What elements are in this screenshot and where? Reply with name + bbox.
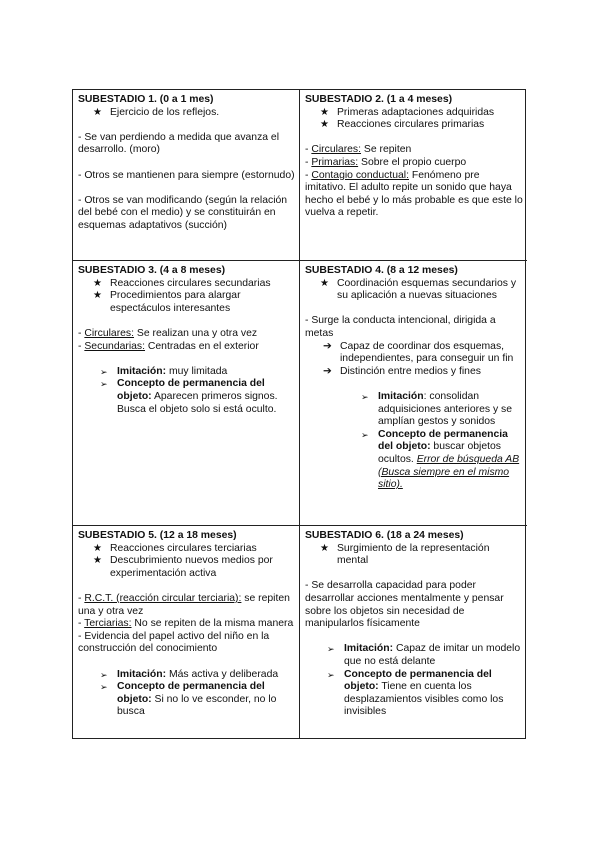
cell-title: SUBESTADIO 4. (8 a 12 meses) (305, 265, 458, 276)
imitation-item: ➢ Imitación: consolidan adquisiciones anteriores y se amplían gestos y sonidos (361, 390, 512, 428)
arrow-item: ➔ Distinción entre medios y fines (323, 365, 481, 377)
cell-title: SUBESTADIO 3. (4 a 8 meses) (78, 265, 226, 276)
bullet-item: ★ Reacciones circulares primarias (320, 119, 485, 131)
imitation-item: ➢ Imitación: Capaz de imitar un modelo que no está delante (327, 643, 521, 667)
cell-substage-5 (73, 526, 300, 738)
bullet-item: ★ Surgimiento de la representación mental (320, 542, 490, 567)
cell-substage-6 (300, 526, 527, 738)
definition: - Primarias: Sobre el propio cuerpo (305, 156, 467, 168)
cell-substage-1 (73, 90, 300, 261)
star-icon: ★ (93, 555, 102, 567)
paragraph: - Otros se van modificando (según la relación del bebé con el medio) y se constituirán en esquemas adaptativos (succión) (78, 194, 288, 231)
arrowhead-icon: ➢ (361, 391, 369, 402)
star-icon: ★ (93, 106, 102, 118)
cell-title: SUBESTADIO 5. (12 a 18 meses) (78, 530, 237, 541)
star-icon: ★ (93, 542, 102, 554)
arrowhead-icon: ➢ (327, 644, 335, 655)
imitation-item: ➢ Imitación: Más activa y deliberada (100, 668, 279, 680)
cell-substage-2 (300, 90, 527, 261)
bullet-item: ★ Coordinación esquemas secundarios y su aplicación a nuevas situaciones (320, 277, 517, 302)
bullet-item: ★ Reacciones circulares secundarias (93, 277, 271, 289)
right-arrow-icon: ➔ (323, 365, 332, 377)
definition: - Circulares: Se repiten (305, 144, 412, 156)
star-icon: ★ (93, 290, 102, 302)
definition: - Circulares: Se realizan una y otra vez (78, 327, 258, 339)
object-permanence-item: ➢ Concepto de permanencia del objeto: Si no lo ve esconder, no lo busca (100, 681, 277, 718)
object-permanence-item: ➢ Concepto de permanencia del objeto: buscar objetos ocultos. Error de búsqueda AB (Busca siempre en el mismo sitio). (361, 428, 520, 491)
paragraph: - Se van perdiendo a medida que avanza el desarrollo. (moro) (78, 131, 280, 156)
arrowhead-icon: ➢ (100, 669, 108, 680)
paragraph: - Otros se mantienen para siempre (estornudo) (78, 169, 295, 181)
arrow-item: ➔ Capaz de coordinar dos esquemas, independientes, para conseguir un fin (323, 340, 514, 365)
star-icon: ★ (320, 277, 329, 289)
bullet-item: ★ Primeras adaptaciones adquiridas (320, 106, 495, 118)
object-permanence-item: ➢ Concepto de permanencia del objeto: Tiene en cuenta los desplazamientos visibles como los invisibles (327, 668, 504, 718)
definition: - Terciarias: No se repiten de la misma manera (78, 618, 294, 630)
bullet-item: ★ Reacciones circulares terciarias (93, 542, 257, 554)
object-permanence-item: ➢ Concepto de permanencia del objeto: Aparecen primeros signos. Busca el objeto solo si está oculto. (100, 378, 278, 415)
paragraph: - Se desarrolla capacidad para poder desarrollar acciones mentalmente y pensar sobre los objetos sin necesidad de manipularlos físicamente (305, 580, 504, 630)
bullet-item: ★ Ejercicio de los reflejos. (93, 106, 220, 118)
definition: - R.C.T. (reacción circular terciaria): se repiten una y otra vez (78, 592, 290, 617)
cell-title: SUBESTADIO 6. (18 a 24 meses) (305, 530, 464, 541)
definition: - Contagio conductual: Fenómeno pre imitativo. El adulto repite un sonido que haya hecho el bebé y lo más probable es que este lo vuelva a repetir. (305, 169, 523, 219)
arrowhead-icon: ➢ (100, 682, 108, 693)
arrowhead-icon: ➢ (100, 366, 108, 377)
star-icon: ★ (93, 277, 102, 289)
imitation-item: ➢ Imitación: muy limitada (100, 365, 228, 377)
substages-table (72, 89, 526, 739)
arrowhead-icon: ➢ (361, 429, 369, 440)
paragraph: - Evidencia del papel activo del niño en la construcción del conocimiento (78, 630, 270, 655)
paragraph: - Surge la conducta intencional, dirigida a metas (305, 315, 496, 339)
bullet-item: ★ Procedimientos para alargar espectáculos interesantes (93, 290, 241, 314)
star-icon: ★ (320, 106, 329, 118)
cell-title: SUBESTADIO 2. (1 a 4 meses) (305, 94, 453, 105)
definition: - Secundarias: Centradas en el exterior (78, 340, 259, 352)
right-arrow-icon: ➔ (323, 340, 332, 352)
cell-substage-4 (300, 261, 527, 526)
arrowhead-icon: ➢ (100, 379, 108, 390)
bullet-item: ★ Descubrimiento nuevos medios por experimentación activa (93, 555, 273, 579)
star-icon: ★ (320, 119, 329, 131)
star-icon: ★ (320, 542, 329, 554)
cell-title: SUBESTADIO 1. (0 a 1 mes) (78, 94, 214, 105)
cell-substage-3 (73, 261, 300, 526)
arrowhead-icon: ➢ (327, 669, 335, 680)
